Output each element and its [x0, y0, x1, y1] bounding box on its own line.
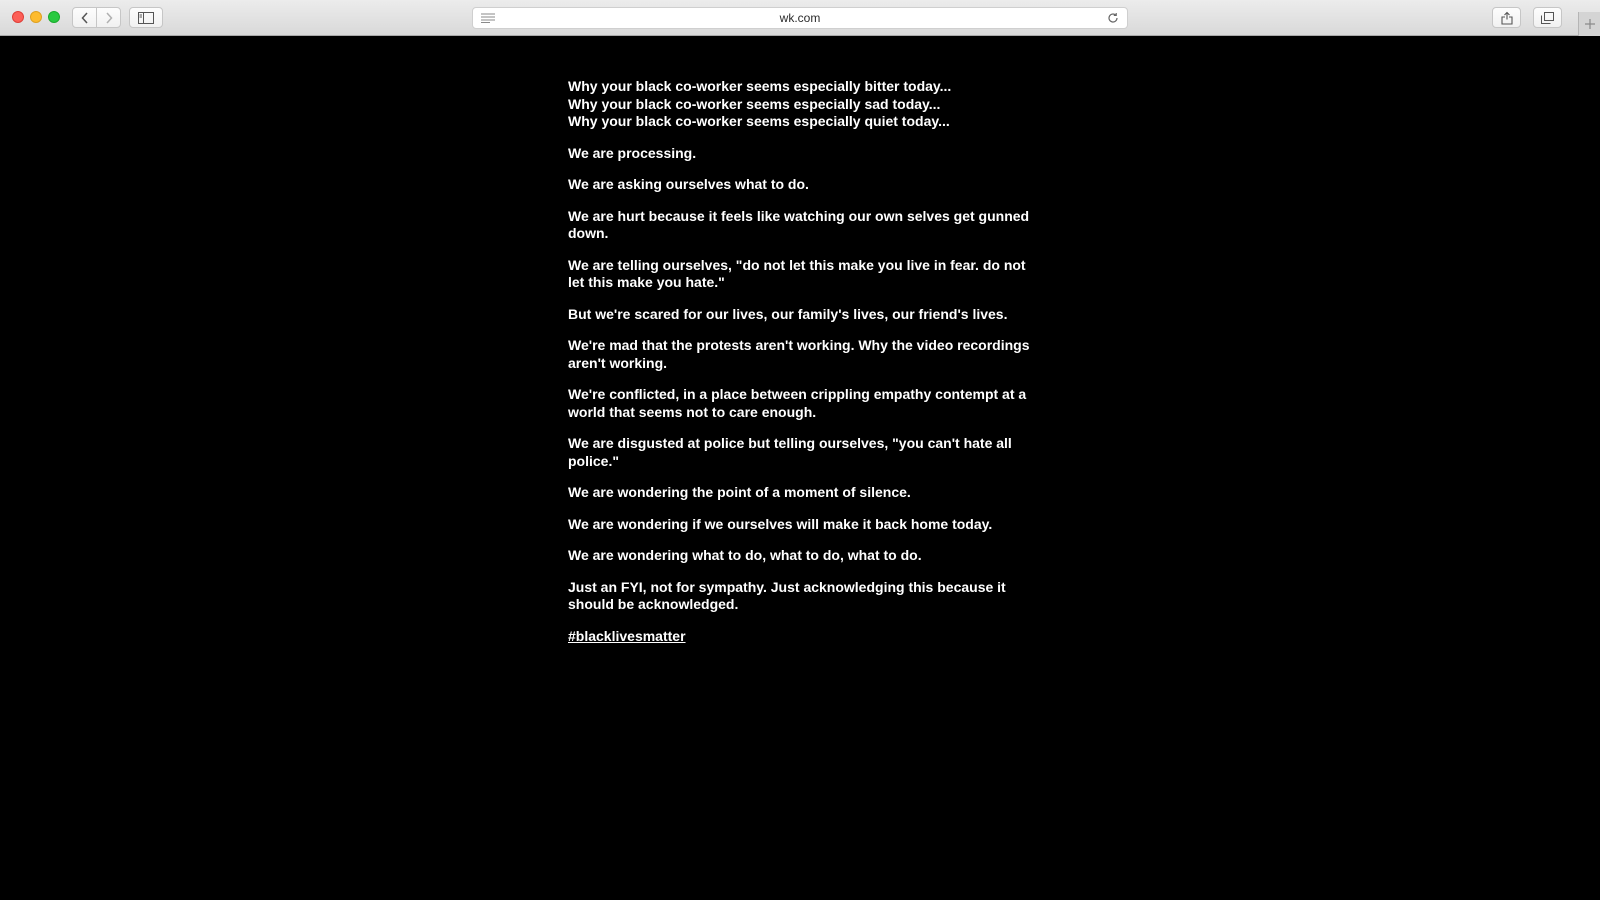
paragraph: We are wondering if we ourselves will make it back home today. [568, 515, 993, 532]
paragraph: We are wondering what to do, what to do, what to do. [568, 547, 922, 563]
browser-toolbar [0, 0, 1600, 36]
hashtag-link[interactable]: #blacklivesmatter [568, 627, 686, 644]
plus-icon [1585, 19, 1595, 29]
reload-icon[interactable] [1107, 12, 1119, 24]
paragraph: We are hurt because it feels like watching our own selves get gunned down. [568, 207, 1030, 241]
hashtag-paragraph [568, 628, 1038, 646]
share-button[interactable] [1492, 7, 1521, 28]
paragraph: We are processing. [568, 144, 697, 161]
paragraph: But we're scared for our lives, our family's lives, our friend's lives. [568, 305, 1008, 322]
paragraph: We are telling ourselves, "do not let this make you live in fear. do not let this make you hate." [568, 256, 1026, 290]
chevron-right-icon [105, 12, 113, 24]
sidebar-icon [138, 12, 154, 24]
paragraph: Just an FYI, not for sympathy. Just acknowledging this because it should be acknowledged. [568, 578, 1006, 612]
paragraph: We're mad that the protests aren't working. Why the video recordings aren't working. [568, 337, 1030, 371]
paragraph: We are disgusted at police but telling ourselves, "you can't hate all police." [568, 435, 1012, 469]
intro-line: Why your black co-worker seems especially quiet today... [568, 113, 950, 129]
letter-text [568, 78, 1038, 659]
sidebar-toggle-button[interactable] [129, 7, 163, 28]
paragraph: We are wondering the point of a moment of silence. [568, 484, 911, 500]
new-tab-button[interactable] [1578, 12, 1600, 36]
chevron-left-icon [81, 12, 89, 24]
page-content [0, 37, 1600, 900]
forward-button[interactable] [96, 7, 121, 28]
close-window-button[interactable] [12, 11, 24, 23]
minimize-window-button[interactable] [30, 11, 42, 23]
intro-line: Why your black co-worker seems especially bitter today... [568, 78, 952, 94]
tabs-overview-button[interactable] [1533, 7, 1562, 28]
paragraph: We are asking ourselves what to do. [568, 176, 809, 192]
url-text[interactable]: wk.com [779, 11, 821, 25]
share-icon [1501, 11, 1513, 25]
back-button[interactable] [72, 7, 97, 28]
tabs-overview-icon [1541, 12, 1554, 24]
intro-line: Why your black co-worker seems especially sad today... [568, 95, 941, 112]
paragraph: We're conflicted, in a place between crippling empathy contempt at a world that seems not to care enough. [568, 386, 1027, 420]
address-bar[interactable] [472, 7, 1128, 29]
fullscreen-window-button[interactable] [48, 11, 60, 23]
